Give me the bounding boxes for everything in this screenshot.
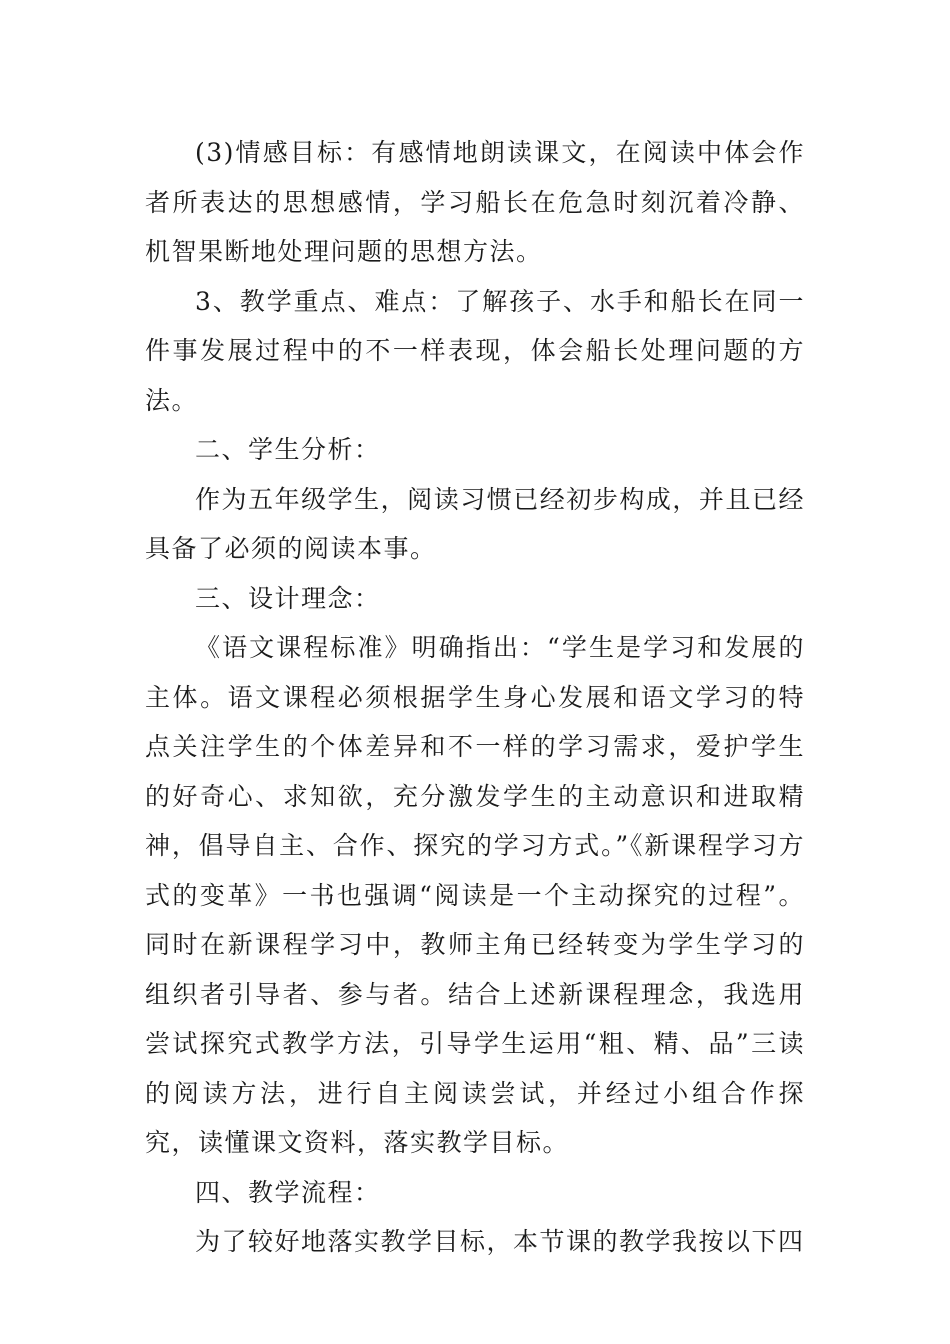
paragraph-key-points: 3、教学重点、难点：了解孩子、水手和船长在同一件事发展过程中的不一样表现，体会船长处理问题的方法。 xyxy=(145,286,805,415)
heading-design-concept: 三、设计理念： xyxy=(195,583,381,613)
paragraph-design-concept: 《语文课程标准》明确指出：“学生是学习和发展的主体。语文课程必须根据学生身心发展和语文学习的特点关注学生的个体差异和不一样的学习需求，爱护学生的好奇心、求知欲，充分激发学生的主动意识和进取精神，倡导自主、合作、探究的学习方式。”《新课程学习方式的变革》一书也强调“阅读是一个主动探究的过程”。同时在新课程学习中，教师主角已经转变为学生学习的组织者引导者、参与者。结合上述新课程理念，我选用尝试探究式教学方法，引导学生运用“粗、精、品”三读的阅读方法，进行自主阅读尝试，并经过小组合作探究，读懂课文资料，落实教学目标。 xyxy=(145,633,805,1157)
paragraph-emotional-goal: (3)情感目标：有感情地朗读课文，在阅读中体会作者所表达的思想感情，学习船长在危急时刻沉着冷静、机智果断地处理问题的思想方法。 xyxy=(145,138,805,266)
document-body xyxy=(145,128,805,1267)
heading-teaching-process: 四、教学流程： xyxy=(195,1177,381,1207)
paragraph-teaching-process: 为了较好地落实教学目标，本节课的教学我按以下四 xyxy=(195,1227,805,1256)
heading-student-analysis: 二、学生分析： xyxy=(195,435,381,464)
paragraph-student-analysis: 作为五年级学生，阅读习惯已经初步构成，并且已经具备了必须的阅读本事。 xyxy=(145,484,805,563)
